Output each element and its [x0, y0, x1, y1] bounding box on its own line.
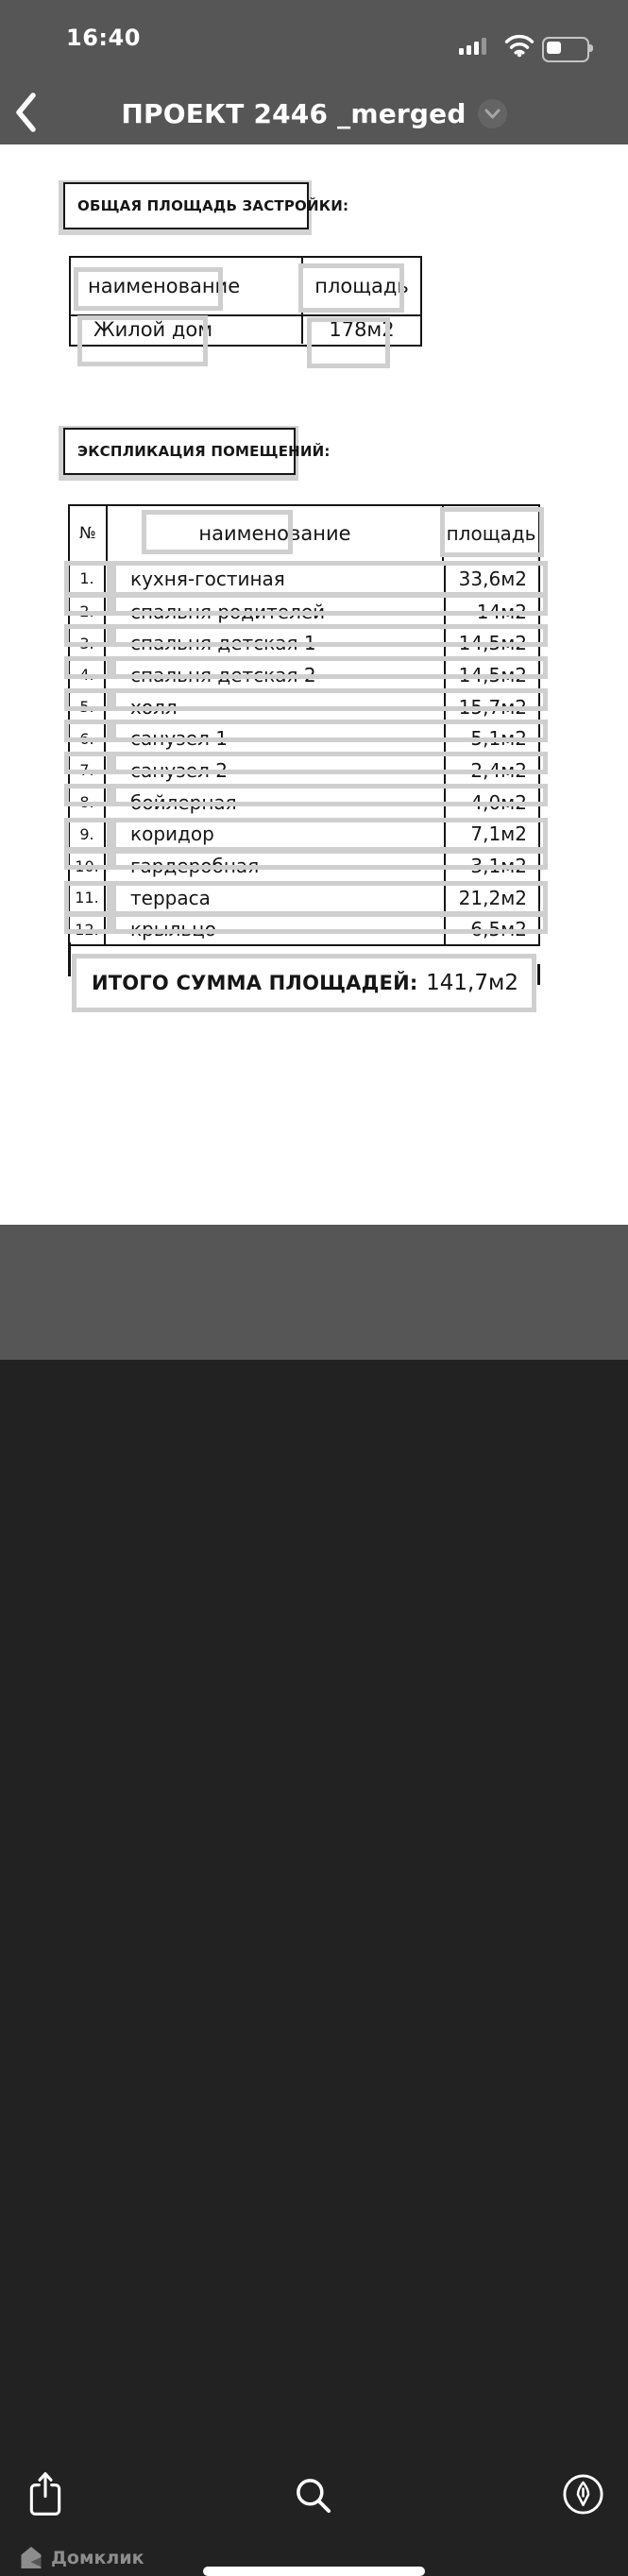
section-title-rooms: ЭКСПЛИКАЦИЯ ПОМЕЩЕНИЙ: [63, 428, 296, 475]
room-area: 4,0м2 [444, 788, 538, 818]
building-area-value: 178м2 [301, 316, 420, 344]
building-name: Жилой дом [93, 318, 213, 342]
table-row [70, 563, 538, 595]
total-label: ИТОГО СУММА ПЛОЩАДЕЙ: [92, 972, 418, 994]
room-name: коридор [130, 822, 214, 846]
room-area: 15,7м2 [444, 692, 538, 722]
building-area-table [69, 256, 422, 347]
table-header-row [71, 258, 420, 316]
row-number: 3. [70, 628, 106, 658]
room-name: гардеробная [130, 855, 260, 878]
room-name: спальня родителей [130, 600, 326, 623]
search-button[interactable] [293, 2475, 334, 2517]
room-name: терраса [130, 886, 211, 909]
row-number: 12. [70, 915, 106, 945]
table-border-tick [68, 942, 71, 976]
room-name: кухня-гостиная [130, 567, 285, 590]
table-row [70, 721, 538, 754]
table-row [70, 754, 538, 786]
room-area: 2,4м2 [444, 755, 538, 786]
section-title-building-area: ОБЩАЯ ПЛОЩАДЬ ЗАСТРОЙКИ: [63, 182, 309, 229]
nav-title-row [0, 87, 628, 140]
row-number: 4. [70, 660, 106, 690]
room-name: спальня детская 1 [130, 632, 316, 655]
watermark-text: Домклик [51, 2547, 144, 2568]
battery-tip [589, 44, 593, 52]
room-name: санузел 1 [130, 727, 228, 751]
rooms-table [68, 504, 540, 946]
status-time: 16:40 [66, 25, 141, 51]
markup-button[interactable] [562, 2473, 604, 2516]
chevron-down-icon [484, 109, 501, 119]
room-area: 5,1м2 [444, 723, 538, 754]
table-row [70, 595, 538, 627]
document-title: ПРОЕКТ 2446 _merged [121, 97, 467, 129]
table-row [70, 849, 538, 881]
battery-icon [542, 37, 589, 62]
total-value: 141,7м2 [426, 971, 518, 995]
room-area: 6,5м2 [444, 915, 538, 945]
room-area: 7,1м2 [444, 820, 538, 850]
col-header-num: № [70, 506, 108, 561]
col-header-name: наименование [198, 522, 351, 545]
room-name: крыльцо [130, 918, 216, 941]
col-header-name: наименование [88, 275, 241, 297]
row-number: 8. [70, 788, 106, 818]
cellular-signal-icon [459, 38, 491, 55]
col-header-area: площадь [301, 258, 420, 314]
room-name: спальня детская 2 [130, 663, 316, 686]
table-row [70, 626, 538, 658]
row-number: 11. [70, 883, 106, 913]
row-number: 10. [70, 851, 106, 881]
room-area: 3,1м2 [444, 851, 538, 881]
table-row [71, 316, 420, 344]
domclick-logo-icon [19, 2545, 43, 2570]
title-menu-button[interactable] [478, 99, 507, 128]
table-row [70, 690, 538, 722]
domclick-watermark [19, 2545, 144, 2570]
row-number: 6. [70, 723, 106, 754]
row-number: 5. [70, 692, 106, 722]
share-button[interactable] [26, 2469, 64, 2518]
table-border-tick [537, 964, 540, 985]
wifi-icon [503, 34, 535, 58]
document-page[interactable] [0, 144, 628, 1225]
room-area: 33,6м2 [444, 563, 538, 595]
table-row [70, 881, 538, 913]
col-header-area: площадь [442, 506, 538, 561]
bottom-toolbar [0, 1225, 628, 2568]
room-name: бойлерная [130, 790, 237, 814]
table-row [70, 913, 538, 945]
row-number: 9. [70, 820, 106, 850]
room-name: холл [130, 695, 178, 719]
room-area: 14м2 [444, 597, 538, 627]
table-row [70, 786, 538, 818]
room-area: 14,5м2 [444, 660, 538, 690]
table-row [70, 658, 538, 690]
room-area: 21,2м2 [444, 883, 538, 913]
room-area: 14,5м2 [444, 628, 538, 658]
top-chrome [0, 0, 628, 144]
row-number: 1. [70, 563, 106, 595]
row-number: 7. [70, 755, 106, 786]
table-row [70, 818, 538, 850]
total-row [72, 954, 536, 1012]
row-number: 2. [70, 597, 106, 627]
room-name: санузел 2 [130, 758, 228, 782]
home-indicator[interactable] [203, 2567, 425, 2576]
table-header-row [70, 506, 538, 563]
